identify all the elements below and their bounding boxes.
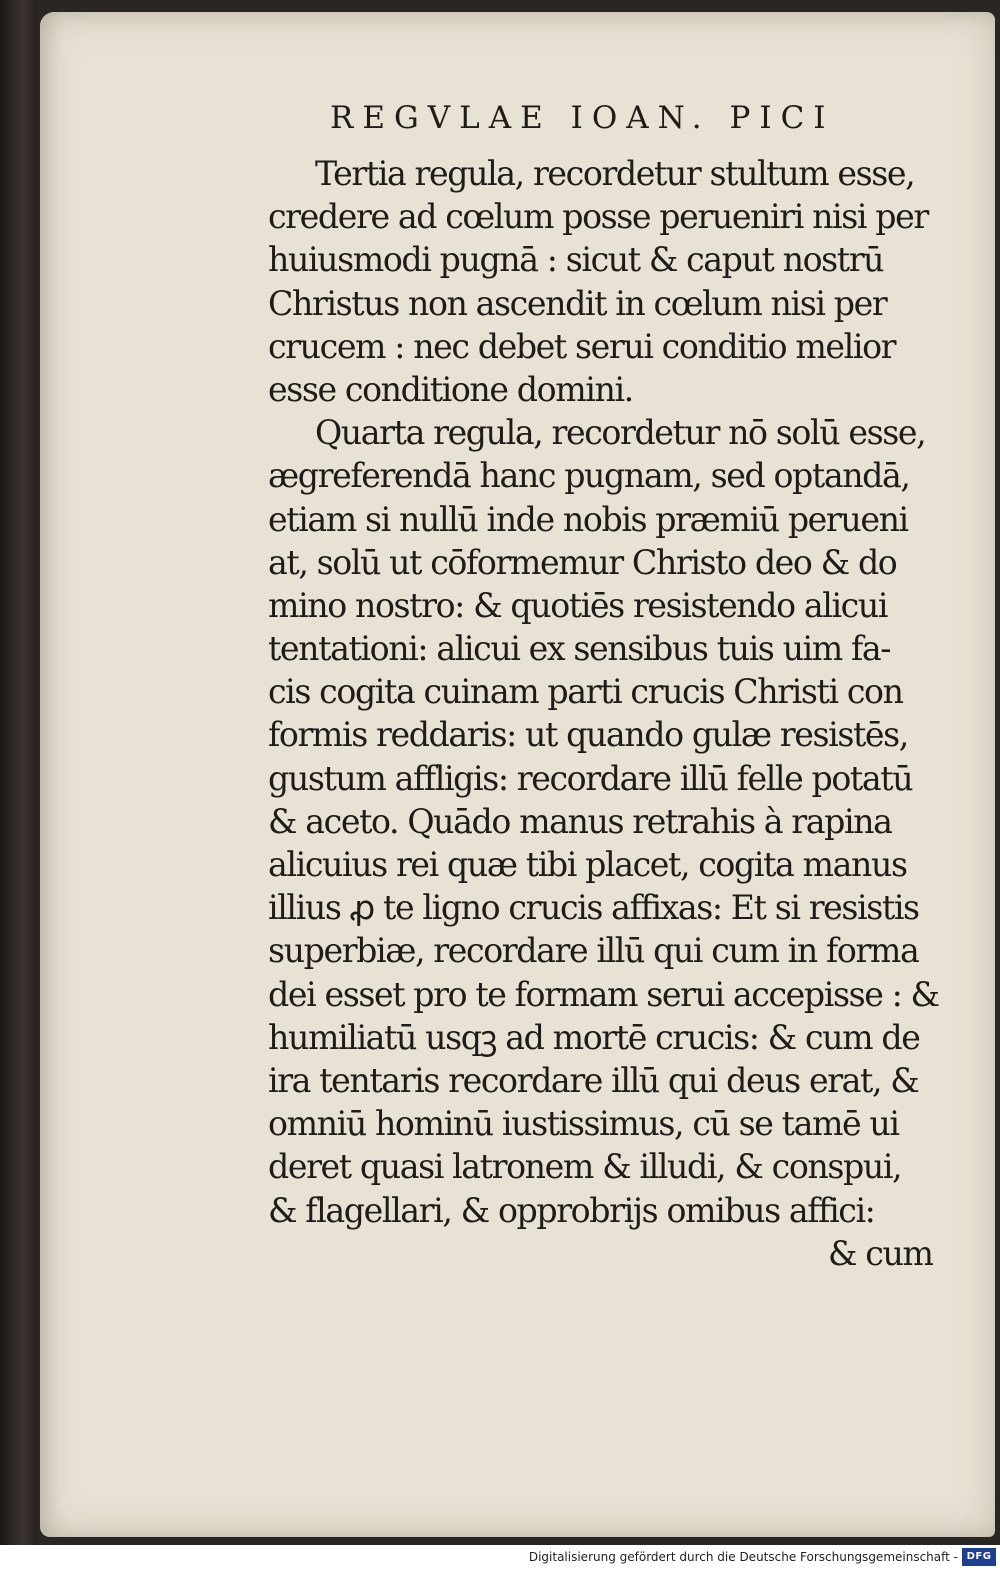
text-line: dei esset pro te formam serui accepisse : &: [268, 974, 939, 1014]
text-line: tentationi: alicui ex sensibus tuis uim fa-: [268, 629, 891, 669]
text-line: credere ad cœlum posse perueniri nisi per: [268, 197, 928, 237]
text-line: huiusmodi pugnā : sicut & caput nostrū: [268, 240, 884, 280]
text-line: etiam si nullū inde nobis præmiū perueni: [268, 499, 908, 539]
text-line: superbiæ, recordare illū qui cum in forma: [268, 931, 919, 971]
text-line: gustum affligis: recordare illū felle potatū: [268, 758, 913, 798]
footer-bar: [0, 1545, 1000, 1571]
text-line: Tertia regula, recordetur stultum esse,: [315, 154, 915, 193]
dfg-logo: DFG: [962, 1548, 996, 1566]
running-head: REGVLAE IOAN. PICI: [330, 100, 835, 136]
book-spine: [0, 0, 38, 1571]
text-line: ægreferendā hanc pugnam, sed optandā,: [268, 456, 910, 496]
funding-credit: Digitalisierung gefördert durch die Deutsche Forschungsgemeinschaft -: [528, 1550, 958, 1564]
text-line: Quarta regula, recordetur nō solū esse,: [315, 413, 926, 453]
text-line: humiliatū usqꝫ ad mortē crucis: & cum de: [268, 1017, 920, 1057]
text-line: deret quasi latronem & illudi, & conspui,: [268, 1147, 902, 1187]
text-line: & aceto. Quādo manus retrahis à rapina: [268, 801, 892, 841]
text-line: & flagellari, & opprobrijs omibus affici:: [268, 1190, 875, 1230]
text-line: formis reddaris: ut quando gulæ resistēs,: [268, 715, 908, 755]
text-line: Christus non ascendit in cœlum nisi per: [268, 283, 887, 323]
text-line: ira tentaris recordare illū qui deus erat, &: [268, 1060, 919, 1100]
text-line: omniū hominū iustissimus, cū se tamē ui: [268, 1104, 899, 1144]
text-line: illius ꝓ te ligno crucis affixas: Et si resistis: [268, 888, 919, 928]
text-line: esse conditione domini.: [268, 369, 633, 409]
body-text: [268, 152, 943, 1275]
text-line: alicuius rei quæ tibi placet, cogita manus: [268, 845, 907, 884]
text-line: cis cogita cuinam parti crucis Christi con: [268, 672, 903, 712]
text-line: at, solū ut cōformemur Christo deo & do: [268, 542, 897, 582]
text-line: crucem : nec debet serui conditio melior: [268, 326, 896, 366]
text-line: mino nostro: & quotiēs resistendo alicui: [268, 585, 888, 625]
catchword: & cum: [828, 1233, 933, 1273]
